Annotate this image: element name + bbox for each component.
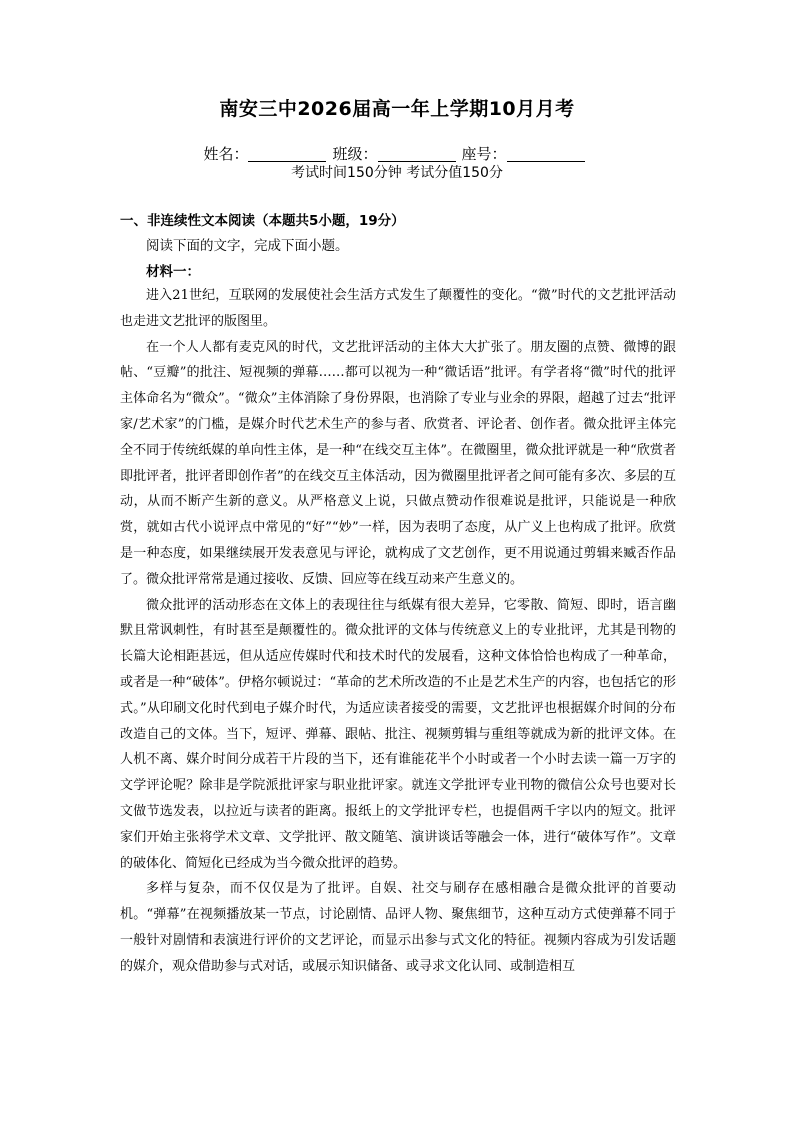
section-heading: 一、非连续性文本阅读（本题共5小题，19分）	[120, 213, 405, 229]
class-blank[interactable]	[378, 147, 456, 162]
section-instruction: 阅读下面的文字，完成下面小题。	[146, 238, 349, 254]
class-label: 班级：	[332, 145, 378, 163]
name-blank[interactable]	[248, 147, 326, 162]
exam-meta: 考试时间150分钟 考试分值150分	[291, 165, 503, 181]
material-text	[120, 283, 676, 980]
paragraph: 在一个人人都有麦克风的时代，文艺批评活动的主体大大扩张了。朋友圈的点赞、微博的跟帖、“豆瓣”的批注、短视频的弹幕……都可以视为一种“微话语”批评。有学者将“微”时代的批评主体命名为“微众”。“微众”主体消除了身份界限，也消除了专业与业余的界限，超越了过去“批评家/艺术家”的门槛，是媒介时代艺术生产的参与者、欣赏者、评论者、创作者。微众批评主体完全不同于传统纸媒的单向性主体，是一种“在线交互主体”。在微圈里，微众批评就是一种“欣赏者即批评者，批评者即创作者”的在线交互主体活动，因为微圈里批评者之间可能有多次、多层的互动，从而不断产生新的意义。从严格意义上说，只做点赞动作很难说是批评，只能说是一种欣赏，就如古代小说评点中常见的“好”“妙”一样，因为表明了态度，从广义上也构成了批评。欣赏是一种态度，如果继续展开发表意见与评论，就构成了文艺创作，更不用说通过剪辑来臧否作品了。微众批评常常是通过接收、反馈、回应等在线互动来产生意义的。	[120, 339, 676, 587]
paragraph: 进入21世纪，互联网的发展使社会生活方式发生了颠覆性的变化。“微”时代的文艺批评活动也走进文艺批评的版图里。	[120, 288, 676, 329]
student-info-row	[0, 143, 794, 164]
exam-title: 南安三中2026届高一年上学期10月月考	[219, 98, 575, 120]
name-label: 姓名：	[203, 145, 249, 163]
seat-label: 座号：	[461, 145, 507, 163]
paragraph: 多样与复杂，而不仅仅是为了批评。自娱、社交与刷存在感相融合是微众批评的首要动机。“弹幕”在视频播放某一节点，讨论剧情、品评人物、聚焦细节，这种互动方式使弹幕不同于一般针对剧情和表演进行评价的文艺评论，而显示出参与式文化的特征。视频内容成为引发话题的媒介，观众借助参与式对话，或展示知识储备、或寻求文化认同、或制造相互	[120, 881, 676, 974]
seat-blank[interactable]	[507, 147, 585, 162]
material-label: 材料一：	[146, 264, 200, 280]
paragraph: 微众批评的活动形态在文体上的表现往往与纸媒有很大差异，它零散、简短、即时，语言幽默且常讽刺性，有时甚至是颠覆性的。微众批评的文体与传统意义上的专业批评，尤其是刊物的长篇大论相距甚远，但从适应传媒时代和技术时代的发展看，这种文体恰恰也构成了一种革命，或者是一种“破体”。伊格尔顿说过：“革命的艺术所改造的不止是艺术生产的内容，也包括它的形式。”从印刷文化时代到电子媒介时代，为适应读者接受的需要，文艺批评也根据媒介时间的分布改造自己的文体。当下，短评、弹幕、跟帖、批注、视频剪辑与重组等就成为新的批评文体。在人机不离、媒介时间分成若干片段的当下，还有谁能花半个小时或者一个小时去读一篇一万字的文学评论呢？除非是学院派批评家与职业批评家。就连文学批评专业刊物的微信公众号也要对长文做节选发表，以拉近与读者的距离。报纸上的文学批评专栏，也提倡两千字以内的短文。批评家们开始主张将学术文章、文学批评、散文随笔、演讲谈话等融会一体，进行“破体写作”。文章的破体化、简短化已经成为当今微众批评的趋势。	[120, 597, 676, 871]
